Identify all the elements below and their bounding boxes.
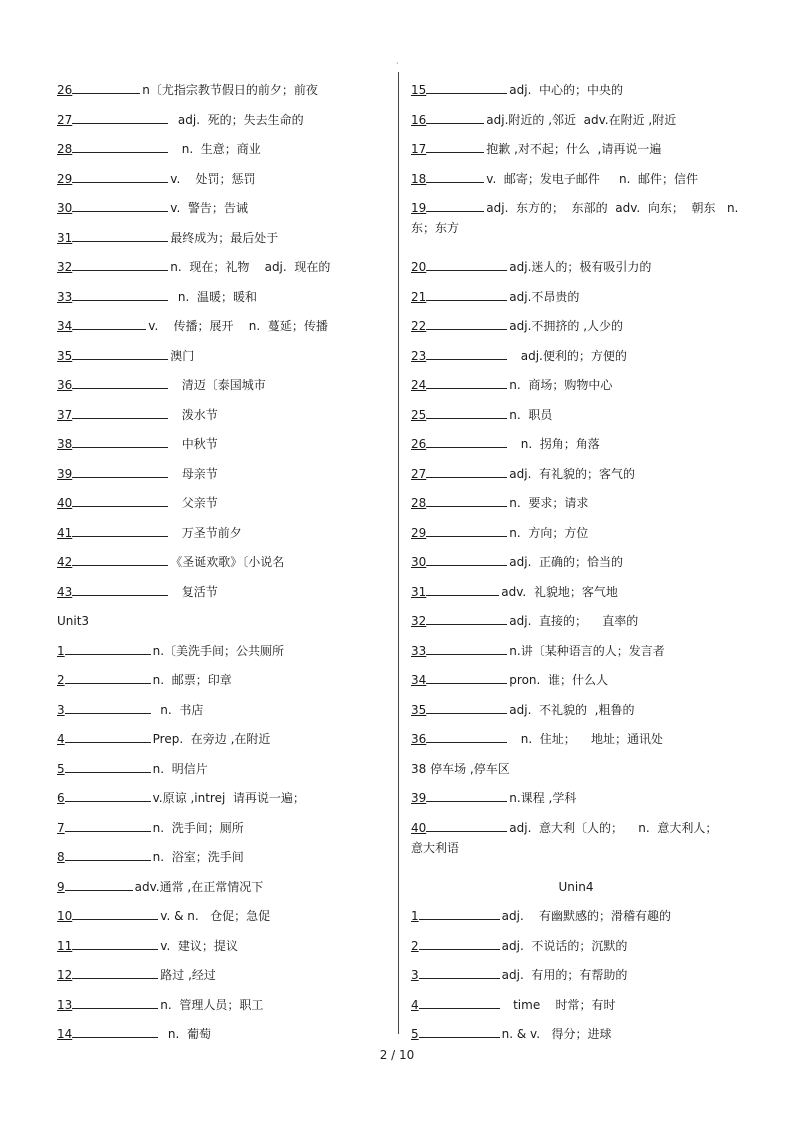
entry-number: 23 — [411, 348, 427, 363]
vocab-entry — [411, 346, 741, 376]
entry-definition: adj. 意大利〔人的； n. 意大利人； — [509, 820, 718, 835]
fill-in-blank — [426, 198, 484, 212]
vocab-entry — [411, 936, 741, 966]
fill-in-blank — [72, 139, 168, 153]
entry-definition: time 时常；有时 — [501, 997, 616, 1012]
vocab-entry — [411, 729, 741, 759]
vocab-entry — [411, 287, 741, 317]
vocab-entry — [57, 257, 387, 287]
fill-in-blank — [419, 906, 500, 920]
vocab-entry — [411, 198, 741, 257]
fill-in-blank — [72, 228, 168, 242]
entry-definition: n. 浴室；洗手间 — [152, 850, 244, 864]
entry-definition: n. 书店 — [152, 702, 204, 717]
vocab-entry — [57, 523, 387, 553]
entry-number: 40 — [57, 496, 73, 510]
page-number: 2 / 10 — [379, 1048, 415, 1062]
entry-definition: n〔尤指宗教节假日的前夕；前夜 — [142, 83, 318, 97]
vocab-entry — [57, 464, 387, 494]
vocab-entry — [57, 169, 387, 199]
entry-definition: 抱歉 ,对不起；什么 ,请再说一遍 — [486, 142, 662, 156]
fill-in-blank — [72, 552, 168, 566]
vocab-entry — [57, 936, 387, 966]
fill-in-blank — [72, 493, 168, 507]
fill-in-blank — [426, 464, 507, 478]
fill-in-blank — [426, 493, 507, 507]
vocab-entry — [57, 641, 387, 671]
entry-number: 33 — [411, 643, 427, 658]
vocab-entry — [411, 110, 741, 140]
entry-definition: adj. 死的；失去生命的 — [170, 112, 304, 127]
vocab-entry — [57, 965, 387, 995]
entry-number: 39 — [411, 791, 427, 805]
entry-definition: 澳门 — [170, 348, 195, 363]
entry-number: 31 — [57, 230, 73, 245]
fill-in-blank — [72, 995, 158, 1009]
entry-number: 36 — [57, 378, 73, 392]
fill-in-blank — [65, 788, 151, 802]
fill-in-blank — [72, 198, 168, 212]
fill-in-blank — [65, 847, 151, 861]
entry-definition: adj.不昂贵的 — [509, 289, 580, 304]
entry-definition: 清迈〔泰国城市 — [170, 378, 266, 392]
entry-number: 2 — [411, 938, 419, 953]
entry-definition: n. 住址； 地址；通讯处 — [509, 732, 664, 746]
entry-number: 33 — [57, 289, 73, 304]
entry-definition: n.课程 ,学科 — [509, 791, 577, 805]
fill-in-blank — [72, 936, 158, 950]
fill-in-blank — [72, 257, 168, 271]
fill-in-blank — [65, 700, 151, 714]
entry-number: 35 — [411, 702, 427, 717]
vocab-entry — [411, 759, 741, 789]
entry-definition: n. 职员 — [509, 407, 553, 422]
entry-definition-continued: 东；东方 — [411, 221, 460, 235]
entry-definition: adj. 有用的；有帮助的 — [501, 968, 628, 982]
entry-definition: n. 温暖；暖和 — [170, 289, 257, 304]
entry-definition: adj.附近的 ,邻近 adv.在附近 ,附近 — [486, 112, 677, 127]
vocab-entry — [411, 257, 741, 287]
entry-number: 11 — [57, 938, 73, 953]
vocab-entry — [411, 375, 741, 405]
fill-in-blank — [72, 965, 158, 979]
vocab-entry — [57, 287, 387, 317]
entry-definition: adj. 中心的；中央的 — [509, 83, 624, 97]
fill-in-blank — [426, 80, 507, 94]
entry-definition: 中秋节 — [170, 437, 218, 451]
entry-number: 40 — [411, 820, 427, 835]
vocab-entry — [57, 316, 387, 346]
vocab-entry — [57, 729, 387, 759]
entry-definition: n. 商场；购物中心 — [509, 378, 613, 392]
vocab-entry — [57, 788, 387, 818]
entry-number: 14 — [57, 1027, 73, 1041]
vocab-entry — [411, 582, 741, 612]
entry-definition: 复活节 — [170, 584, 218, 599]
fill-in-blank — [426, 552, 507, 566]
fill-in-blank — [426, 729, 507, 743]
vocab-entry — [57, 139, 387, 169]
fill-in-blank — [72, 287, 168, 301]
entry-definition: pron. 谁；什么人 — [509, 673, 608, 687]
entry-definition: n. 要求；请求 — [509, 496, 589, 510]
fill-in-blank — [426, 434, 507, 448]
vocab-entry — [411, 405, 741, 435]
vocab-entry — [57, 700, 387, 730]
entry-number: 37 — [57, 407, 73, 422]
entry-definition: adj. 正确的；恰当的 — [509, 555, 624, 569]
entry-number: 29 — [411, 525, 427, 540]
entry-definition: n. 现在；礼物 adj. 现在的 — [170, 260, 331, 274]
right-column — [411, 80, 741, 1054]
entry-definition: 父亲节 — [170, 496, 218, 510]
fill-in-blank — [65, 729, 151, 743]
entry-number: 9 — [57, 879, 65, 894]
entry-definition: v.原谅 ,intrej 请再说一遍； — [152, 791, 305, 805]
fill-in-blank — [65, 670, 151, 684]
fill-in-blank — [65, 877, 133, 891]
entry-number: 2 — [57, 673, 65, 687]
entry-definition: v. 处罚；惩罚 — [170, 171, 256, 186]
vocab-entry — [57, 847, 387, 877]
entry-definition: v. & n. 仓促；急促 — [160, 909, 271, 923]
entry-number: 26 — [57, 83, 73, 97]
vocab-entry — [57, 80, 387, 110]
entry-number: 27 — [411, 466, 427, 481]
entry-definition: v. 邮寄；发电子邮件 n. 邮件；信件 — [486, 171, 699, 186]
unit-heading — [57, 611, 387, 641]
fill-in-blank — [426, 346, 507, 360]
entry-number: 25 — [411, 407, 427, 422]
entry-definition: n. 洗手间；厕所 — [152, 820, 244, 835]
entry-definition: 路过 ,经过 — [160, 968, 216, 982]
entry-number: 34 — [411, 673, 427, 687]
entry-number: 29 — [57, 171, 73, 186]
entry-number: 10 — [57, 909, 73, 923]
fill-in-blank — [72, 80, 140, 94]
vocab-entry — [57, 434, 387, 464]
vocab-entry — [411, 434, 741, 464]
entry-definition: n.〔美洗手间；公共厕所 — [152, 643, 285, 658]
vocab-entry — [57, 375, 387, 405]
fill-in-blank — [65, 759, 151, 773]
fill-in-blank — [426, 169, 484, 183]
entry-number: 7 — [57, 820, 65, 835]
fill-in-blank — [419, 1024, 500, 1038]
fill-in-blank — [72, 375, 168, 389]
entry-definition: adj.不拥挤的 ,人少的 — [509, 319, 624, 333]
entry-definition: Prep. 在旁边 ,在附近 — [152, 732, 271, 746]
fill-in-blank — [426, 818, 507, 832]
entry-definition: v. 警告；告诫 — [170, 201, 248, 215]
entry-number: 42 — [57, 555, 73, 569]
entry-number: 1 — [57, 643, 65, 658]
vocab-entry — [411, 906, 741, 936]
entry-number: 36 — [411, 732, 427, 746]
fill-in-blank — [426, 523, 507, 537]
fill-in-blank — [72, 169, 168, 183]
vocab-entry — [57, 198, 387, 228]
entry-number: 3 — [57, 702, 65, 717]
fill-in-blank — [426, 375, 507, 389]
fill-in-blank — [72, 906, 158, 920]
entry-definition: 万圣节前夕 — [170, 525, 242, 540]
entry-definition: adj. 东方的； 东部的 adv. 向东； 朝东 n. — [486, 201, 739, 215]
vocab-entry — [411, 788, 741, 818]
entry-number: 13 — [57, 997, 73, 1012]
entry-number: 32 — [57, 260, 73, 274]
entry-number: 43 — [57, 584, 73, 599]
fill-in-blank — [72, 346, 168, 360]
entry-definition: n. 拐角；角落 — [509, 437, 600, 451]
vocab-entry — [57, 228, 387, 258]
entry-definition: adj. 有礼貌的；客气的 — [509, 466, 636, 481]
entry-definition: n.讲〔某种语言的人；发言者 — [509, 643, 665, 658]
fill-in-blank — [65, 818, 151, 832]
fill-in-blank — [426, 788, 507, 802]
vocab-entry — [57, 670, 387, 700]
fill-in-blank — [72, 110, 168, 124]
vocab-entry — [411, 523, 741, 553]
entry-number: 16 — [411, 112, 427, 127]
entry-number: 17 — [411, 142, 427, 156]
vocab-entry — [411, 700, 741, 730]
vocab-entry — [411, 464, 741, 494]
fill-in-blank — [426, 257, 507, 271]
vocab-entry — [57, 346, 387, 376]
vocab-entry — [411, 965, 741, 995]
entry-number: 27 — [57, 112, 73, 127]
vocab-entry — [411, 611, 741, 641]
fill-in-blank — [426, 316, 507, 330]
fill-in-blank — [65, 641, 151, 655]
vocab-entry — [411, 552, 741, 582]
unit-heading-text: Unin4 — [558, 879, 594, 894]
fill-in-blank — [72, 1024, 158, 1038]
vocab-entry — [57, 552, 387, 582]
fill-in-blank — [426, 287, 507, 301]
entry-number: 28 — [57, 142, 73, 156]
vocab-entry — [411, 316, 741, 346]
fill-in-blank — [72, 316, 146, 330]
entry-definition: v. 传播；展开 n. 蔓延；传播 — [148, 319, 328, 333]
vocab-entry — [57, 493, 387, 523]
entry-definition: adj. 不礼貌的 ,粗鲁的 — [509, 702, 635, 717]
entry-definition: adv. 礼貌地；客气地 — [501, 584, 618, 599]
entry-number: 3 — [411, 968, 419, 982]
unit-heading-text: Unit3 — [57, 614, 90, 628]
vocab-entry — [411, 818, 741, 877]
entry-number: 32 — [411, 614, 427, 628]
entry-definition: adj.便利的；方便的 — [509, 348, 627, 363]
entry-number: 38 — [57, 437, 73, 451]
entry-definition: adj. 不说话的；沉默的 — [501, 938, 628, 953]
entry-definition: adj.迷人的；极有吸引力的 — [509, 260, 652, 274]
entry-number: 41 — [57, 525, 73, 540]
fill-in-blank — [419, 995, 500, 1009]
entry-number: 22 — [411, 319, 427, 333]
entry-number: 30 — [411, 555, 427, 569]
fill-in-blank — [426, 582, 499, 596]
vocab-entry — [57, 759, 387, 789]
entry-number: 4 — [57, 732, 65, 746]
fill-in-blank — [426, 405, 507, 419]
vocab-entry — [411, 139, 741, 169]
entry-definition: 最终成为；最后处于 — [170, 230, 279, 245]
entry-number: 15 — [411, 83, 427, 97]
fill-in-blank — [426, 670, 507, 684]
entry-number: 24 — [411, 378, 427, 392]
entry-definition: n. 明信片 — [152, 761, 208, 776]
fill-in-blank — [72, 582, 168, 596]
entry-number: 5 — [411, 1027, 419, 1041]
entry-definition: n. 邮票；印章 — [152, 673, 232, 687]
entry-definition: n. 方向；方位 — [509, 525, 589, 540]
vocab-entry — [57, 582, 387, 612]
entry-definition: n. & v. 得分；进球 — [501, 1027, 612, 1041]
entry-number: 30 — [57, 201, 73, 215]
entry-number: 1 — [411, 909, 419, 923]
entry-definition: adj. 有幽默感的；滑稽有趣的 — [501, 909, 672, 923]
entry-text: 38 停车场 ,停车区 — [411, 761, 510, 776]
entry-definition: 《圣诞欢歌》〔小说名 — [170, 555, 285, 569]
entry-number: 39 — [57, 466, 73, 481]
vocab-entry — [57, 110, 387, 140]
vocab-entry — [411, 995, 741, 1025]
vocab-entry — [411, 670, 741, 700]
entry-definition: 泼水节 — [170, 407, 218, 422]
vocab-entry — [411, 641, 741, 671]
entry-definition: v. 建议；提议 — [160, 938, 238, 953]
fill-in-blank — [419, 936, 500, 950]
fill-in-blank — [72, 405, 168, 419]
entry-definition: n. 葡萄 — [160, 1027, 211, 1041]
entry-number: 4 — [411, 997, 419, 1012]
entry-definition: 母亲节 — [170, 466, 218, 481]
entry-number: 12 — [57, 968, 73, 982]
vocab-entry — [411, 80, 741, 110]
entry-definition: n. 管理人员；职工 — [160, 997, 264, 1012]
fill-in-blank — [72, 464, 168, 478]
entry-number: 28 — [411, 496, 427, 510]
column-divider — [398, 72, 399, 1034]
vocab-entry — [411, 169, 741, 199]
entry-number: 18 — [411, 171, 427, 186]
entry-number: 6 — [57, 791, 65, 805]
fill-in-blank — [426, 139, 484, 153]
entry-definition: adv.通常 ,在正常情况下 — [134, 879, 264, 894]
entry-definition: adj. 直接的； 直率的 — [509, 614, 639, 628]
entry-number: 19 — [411, 201, 427, 215]
fill-in-blank — [419, 965, 500, 979]
vocab-entry — [57, 995, 387, 1025]
vocab-entry — [57, 877, 387, 907]
fill-in-blank — [72, 434, 168, 448]
left-column — [57, 80, 387, 1054]
vocab-entry — [57, 818, 387, 848]
entry-number: 21 — [411, 289, 427, 304]
fill-in-blank — [426, 700, 507, 714]
vocab-entry — [57, 906, 387, 936]
fill-in-blank — [426, 611, 507, 625]
fill-in-blank — [426, 641, 507, 655]
entry-definition: n. 生意；商业 — [170, 142, 261, 156]
entry-number: 8 — [57, 850, 65, 864]
top-dot-mark: · — [396, 59, 399, 68]
fill-in-blank — [72, 523, 168, 537]
entry-number: 26 — [411, 437, 427, 451]
entry-number: 20 — [411, 260, 427, 274]
vocab-entry — [57, 405, 387, 435]
entry-definition-continued: 意大利语 — [411, 840, 460, 855]
entry-number: 35 — [57, 348, 73, 363]
entry-number: 34 — [57, 319, 73, 333]
vocab-entry — [411, 493, 741, 523]
unit-heading — [411, 877, 741, 907]
entry-number: 5 — [57, 761, 65, 776]
fill-in-blank — [426, 110, 484, 124]
entry-number: 31 — [411, 584, 427, 599]
